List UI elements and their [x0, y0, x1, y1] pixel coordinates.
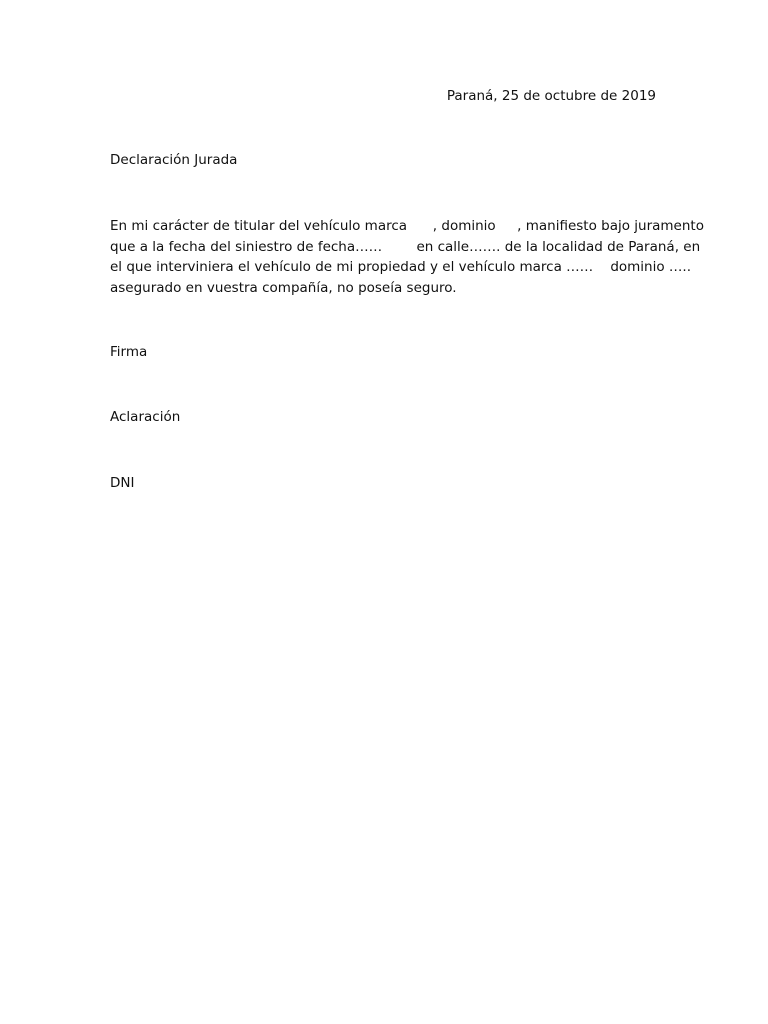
clarification-label: Aclaración [110, 409, 181, 425]
signature-label: Firma [110, 344, 148, 360]
date-line: Paraná, 25 de octubre de 2019 [446, 88, 656, 104]
paragraph-line: En mi carácter de titular del vehículo marca , dominio , manifiesto bajo juramento [110, 218, 704, 234]
document-title: Declaración Jurada [110, 152, 238, 168]
declaration-paragraph [110, 216, 704, 299]
paragraph-line: el que interviniera el vehículo de mi propiedad y el vehículo marca …… dominio ….. [110, 259, 692, 276]
paragraph-line: que a la fecha del siniestro de fecha…… en calle……. de la localidad de Paraná, en [110, 238, 701, 255]
dni-label: DNI [110, 475, 135, 491]
paragraph-line: asegurado en vuestra compañía, no poseía seguro. [110, 280, 457, 297]
